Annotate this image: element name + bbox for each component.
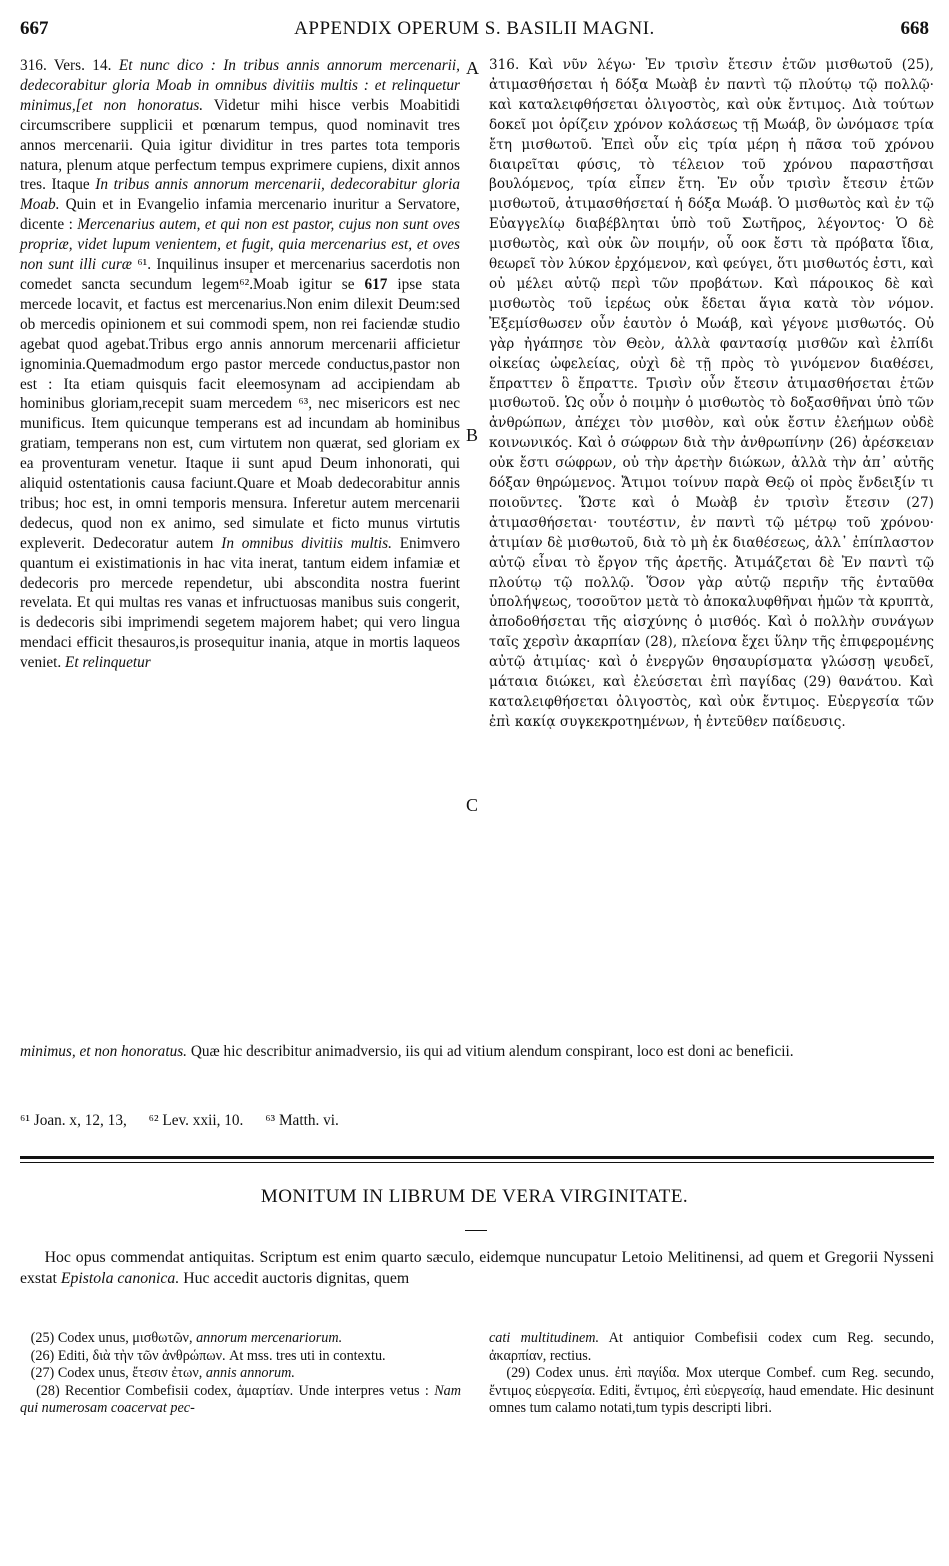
note-text: (29) Codex unus. ἐπὶ παγίδα. Mox uterque Combef. cum Reg. secundo, ἔντιμος εὐεργεσία. Editi, ἔντιμος, ἐπὶ εὐεργεσίᾳ, haud emendate. Hic desinunt omnes tum calamo notati,tum typis descripti libri. [489, 1365, 934, 1417]
latin-text: Quin et in Evangelio infamia mercenario inuritur a Servatore, dicente : [20, 196, 461, 234]
latin-text: Enimvero quantum ei existimationis in hac vita inerat, tantum eidem infamiæ et dedecoris pro mercede rependetur, ubi abscondita nostra fuerint revelata. Et qui multas res vanas et infructuosas manibus suis congerit, is dedecoris sibi imprimendi segetem majorem habet; qui vero lingua mendaci efficit thesauros,is prosequitur inania, atque in mortis laqueos veniet. [20, 534, 461, 672]
note-italic: Nam qui numerosam coacervat pec- [20, 1382, 462, 1417]
note-text: (25) Codex unus, μισθωτῶν, [30, 1330, 193, 1346]
latin-text: Moab igitur se [253, 275, 355, 293]
footnote-ref: ⁶³, [298, 395, 313, 413]
section-divider-thin [20, 1162, 934, 1163]
page-number-right: 668 [900, 18, 929, 39]
latin-continuation [20, 1042, 934, 1062]
note-item [20, 1348, 461, 1366]
reference-item: ⁶³ Matth. vi. [265, 1112, 339, 1129]
page-number-left: 667 [20, 18, 49, 39]
intro-text: Hoc opus commendat antiquitas. Scriptum est enim quarto sæculo, eidemque nuncupatur Letoio Melitinensi, ad quem et Gregorii Nysseni exstat [20, 1249, 934, 1287]
intro-italic: Epistola canonica. [60, 1270, 180, 1287]
footnote-ref: ⁶¹. [137, 256, 152, 274]
note-item [20, 1383, 461, 1418]
reference-item: ⁶¹ Joan. x, 12, 13, [20, 1112, 127, 1129]
section-divider [20, 1156, 934, 1159]
latin-quote: Mercenarius autem, et qui non est pastor, cujus non sunt oves propriæ, videt lupum venientem, et fugit, quia mercenarius est, et oves non sunt illi curæ [20, 216, 460, 274]
section-intro [20, 1247, 934, 1289]
notes-right [489, 1330, 934, 1418]
note-item [20, 1330, 461, 1348]
note-item [489, 1330, 934, 1365]
notes-left [20, 1330, 461, 1418]
running-title: APPENDIX OPERUM S. BASILII MAGNI. [294, 18, 655, 39]
latin-paragraph [20, 56, 460, 673]
note-item [20, 1365, 461, 1383]
intro-text: Huc accedit auctoris dignitas, quem [183, 1270, 410, 1287]
note-italic: annorum mercenariorum. [196, 1330, 343, 1346]
scripture-references [20, 1112, 357, 1130]
title-rule [465, 1230, 487, 1231]
note-text: (26) Editi, διὰ τὴν τῶν ἀνθρώπων. At mss. tres uti in contextu. [30, 1347, 386, 1364]
latin-text: ipse stata mercede locavit, et factus est mercenarius.Non enim dilexit Deum:sed ob mercedis opinionem et sui commodi spem, non rei faciendæ studio agebat quod agebat.Tribus ergo annis annorum mercenarii afficietur ignominia.Quemadmodum ergo pastor mercede conductus,pastor non est : Ita etiam quisquis facit eleemosynam ad accipiendam ab hominibus gloriam,recepit suam mercedem [20, 275, 460, 413]
greek-column [489, 56, 934, 733]
note-text: (27) Codex unus, ἔτεσιν ἐτων, [30, 1365, 203, 1382]
latin-quote: Et relinquetur [65, 654, 151, 672]
reference-item: ⁶² Lev. xxii, 10. [148, 1112, 244, 1129]
latin-text: nec misericors est nec munificus. Item quicunque temperans est ad incundam ab hominibus gratiam, temperans non est, cum virtutem non quærat, sed gloriam ex ea proventuram venetur. Itaque ii sunt apud Deum inhonorati, qui aliquid ostentationis causa faciunt.Quare et Moab dedecorabitur annis tribus; hoc est, in omni temporis mensura. Inferetur autem mercenarii dedecus, quod non ex animo, sed simulate et ficto munus virtutis expleverit. Dedecoratur autem [20, 395, 460, 552]
note-italic: cati multitudinem. [489, 1330, 600, 1346]
note-text: (28) Recentior Combefisii codex, ἁμαρτίαν. Unde interpres vetus : [36, 1382, 429, 1399]
note-text: At antiquior Combefisii codex cum Reg. secundo, ἀκαρπίαν, rectius. [489, 1330, 934, 1364]
latin-text: Inquilinus insuper et mercenarius sacerdotis non comedet sancta secundum legem [20, 256, 460, 293]
footnote-ref: ⁶². [239, 275, 254, 293]
column-number: 617 [364, 275, 388, 293]
note-item [489, 1365, 934, 1418]
latin-quote: In omnibus divitiis multis. [221, 534, 392, 552]
latin-quote: Et nunc dico : In tribus annis annorum mercenarii, dedecorabitur gloria Moab in omnibus divitiis multis : et relinquetur minimus,[et non honoratus. [20, 57, 460, 114]
note-italic: annis annorum. [205, 1365, 295, 1382]
margin-marker-b: B [466, 425, 479, 445]
verse-heading: 316. Vers. 14. [20, 57, 112, 74]
latin-quote: In tribus annis annorum mercenarii, dedecorabitur gloria Moab. [20, 176, 460, 214]
latin-text: Quæ hic describitur animadversio, iis qui ad vitium alendum conspirant, loco est doni ac beneficii. [190, 1043, 794, 1060]
margin-marker-c: C [466, 795, 479, 815]
latin-quote: minimus, et non honoratus. [20, 1043, 187, 1060]
margin-marker-a: A [466, 58, 479, 78]
page-header [20, 18, 929, 44]
latin-column [20, 56, 460, 673]
section-title: MONITUM IN LIBRUM DE VERA VIRGINITATE. [260, 1186, 689, 1207]
latin-text: Videtur mihi hisce verbis Moabitidi circumscribere supplicii et pœnarum tempus, quod nominavit tres annos mercenarii. Quia igitur dividitur in tres partes tota temporis natura, plenum atque perfectum tempus exprimere cupiens, dixit annos tres. Itaque [20, 96, 460, 194]
greek-paragraph: 316. Καὶ νῦν λέγω· Ἐν τρισὶν ἔτεσιν ἐτῶν μισθωτοῦ (25), ἀτιμασθήσεται ἡ δόξα Μωὰβ ἐν παντὶ τῷ πλούτῳ τῷ πολλῷ· καὶ καταλειφθήσεται ὀλιγοστὸς, καὶ οὐκ ἔντιμος. Διὰ τούτων δοκεῖ μοι ὁρίζειν χρόνον κολάσεως τῇ Μωάβ, ὃν ὠνόμασε τρία ἔτη μισθωτοῦ. Ἐπεὶ οὖν εἰς τρία μέρη ἡ πᾶσα τοῦ χρόνου διαιρεῖται φύσις, τὸ τέλειον τοῦ χρόνου παραστῆσαι βουλόμενος, τρία εἶπεν ἔτη. Ἐν οὖν τρισὶν ἔτεσιν ἐτῶν μισθωτοῦ, ἀτιμασθήσεταί ἡ δόξα Μωάβ. Ὁ μισθωτὸς καὶ ἐν τῷ Εὐαγγελίῳ διαβέβληται ὑπὸ τοῦ Σωτῆρος, λέγοντος· Ὁ δὲ μισθωτὸς, καὶ οὐκ ὢν ποιμήν, οὗ οοκ ἔστι τὰ πρόβατα ἴδια, θεωρεῖ τὸν λύκον ἐρχόμενον, καὶ φεύγει, ὅτι μισθωτός ἐστι, καὶ οὐ μέλει αὐτῷ περὶ τῶν προβάτων. Καὶ πάροικος δὲ καὶ μισθωτὸς τοῦ ἱερέως οὐκ ἔδεται ἅγια κατὰ τὸν νόμον. Ἐξεμίσθωσεν οὖν ἑαυτὸν ὁ Μωάβ, καὶ γέγονε μισθωτός. Οὐ γὰρ ἠγάπησε τὸν Θεὸν, ἀλλὰ φαντασίᾳ μισθῶν καὶ ἐλπίδι οἰκείας ὠφελείας, οὐχὶ δὲ τῇ πρὸς τὸ γινόμενον διαθέσει, ἔπραττεν ὃ ἔπραττε. Τρισὶν οὖν ἔτεσιν ἀτιμασθήσεται ἐτῶν μισθωτοῦ. Ὡς οὖν ὁ ποιμὴν ὁ μισθωτὸς τὸ δοξασθῆναι ὑπὸ τῶν ἀνθρώπων, ἀπέχει τὸν μισθὸν, καὶ οὐκ ἔστιν ἐλεήμων οὐδὲ κοινωνικός. Καὶ ὁ σώφρων διὰ τὴν ἀνθρωπίνην (26) ἀρέσκειαν οὐκ ἔστι σώφρων, οὐ τὴν ἀρετὴν διώκων, ἀλλὰ τὴν ἀπ᾽ αὐτῆς δόξαν θηρώμενος. Ἄτιμοι τοίνυν παρὰ Θεῷ οἱ πρὸς ἔνδειξίν τι ποιοῦντες. Ὥστε καὶ ὁ Μωὰβ ἐν τρισὶν ἔτεσιν (27) ἀτιμασθήσεται· τουτέστιν, ἐν παντὶ τῷ μέτρῳ τοῦ χρόνου· ἀτιμίαν δὲ μισθωτοῦ, διὰ τὸ μὴ ἐκ διαθέσεως, ἀλλ᾽ ἐπίπλαστον αὐτῷ εἶναι τὸ ἔργον τῆς ἀρετῆς. Ἀτιμάζεται δὲ Ἐν παντὶ τῷ πλούτῳ τῷ πολλῷ. Ὅσον γὰρ αὐτῷ περιῆν τῆς ἐνταῦθα ὑπολήψεως, τοσοῦτον μετὰ τὸ ἀποκαλυφθῆναι ἡμῶν τὰ κρυπτὰ, ἀποδοθήσεται τῆς αἰσχύνης ὁ μισθός. Καὶ ὁ πολλὴν συνάγων ταῖς χερσὶν ἀκαρπίαν (28), πλείονα ἔχει ὕλην τῆς ἐπιφερομένης αὐτῷ ἀτιμίας· καὶ ὁ ἐνεργῶν θησαυρίσματα γλώσσῃ ψευδεῖ, μάταια διώκει, καὶ ἐλεύσεται ἐπὶ παγίδας (29) θανάτου. Καὶ καταλειφθήσεται ὀλιγοστὸς, καὶ οὐκ ἔντιμος. Εὐεργεσία τῶν ἐπὶ κακίᾳ συγκεκροτημένων, ἡ ἐντεῦθεν παίδευσις. [489, 57, 934, 730]
